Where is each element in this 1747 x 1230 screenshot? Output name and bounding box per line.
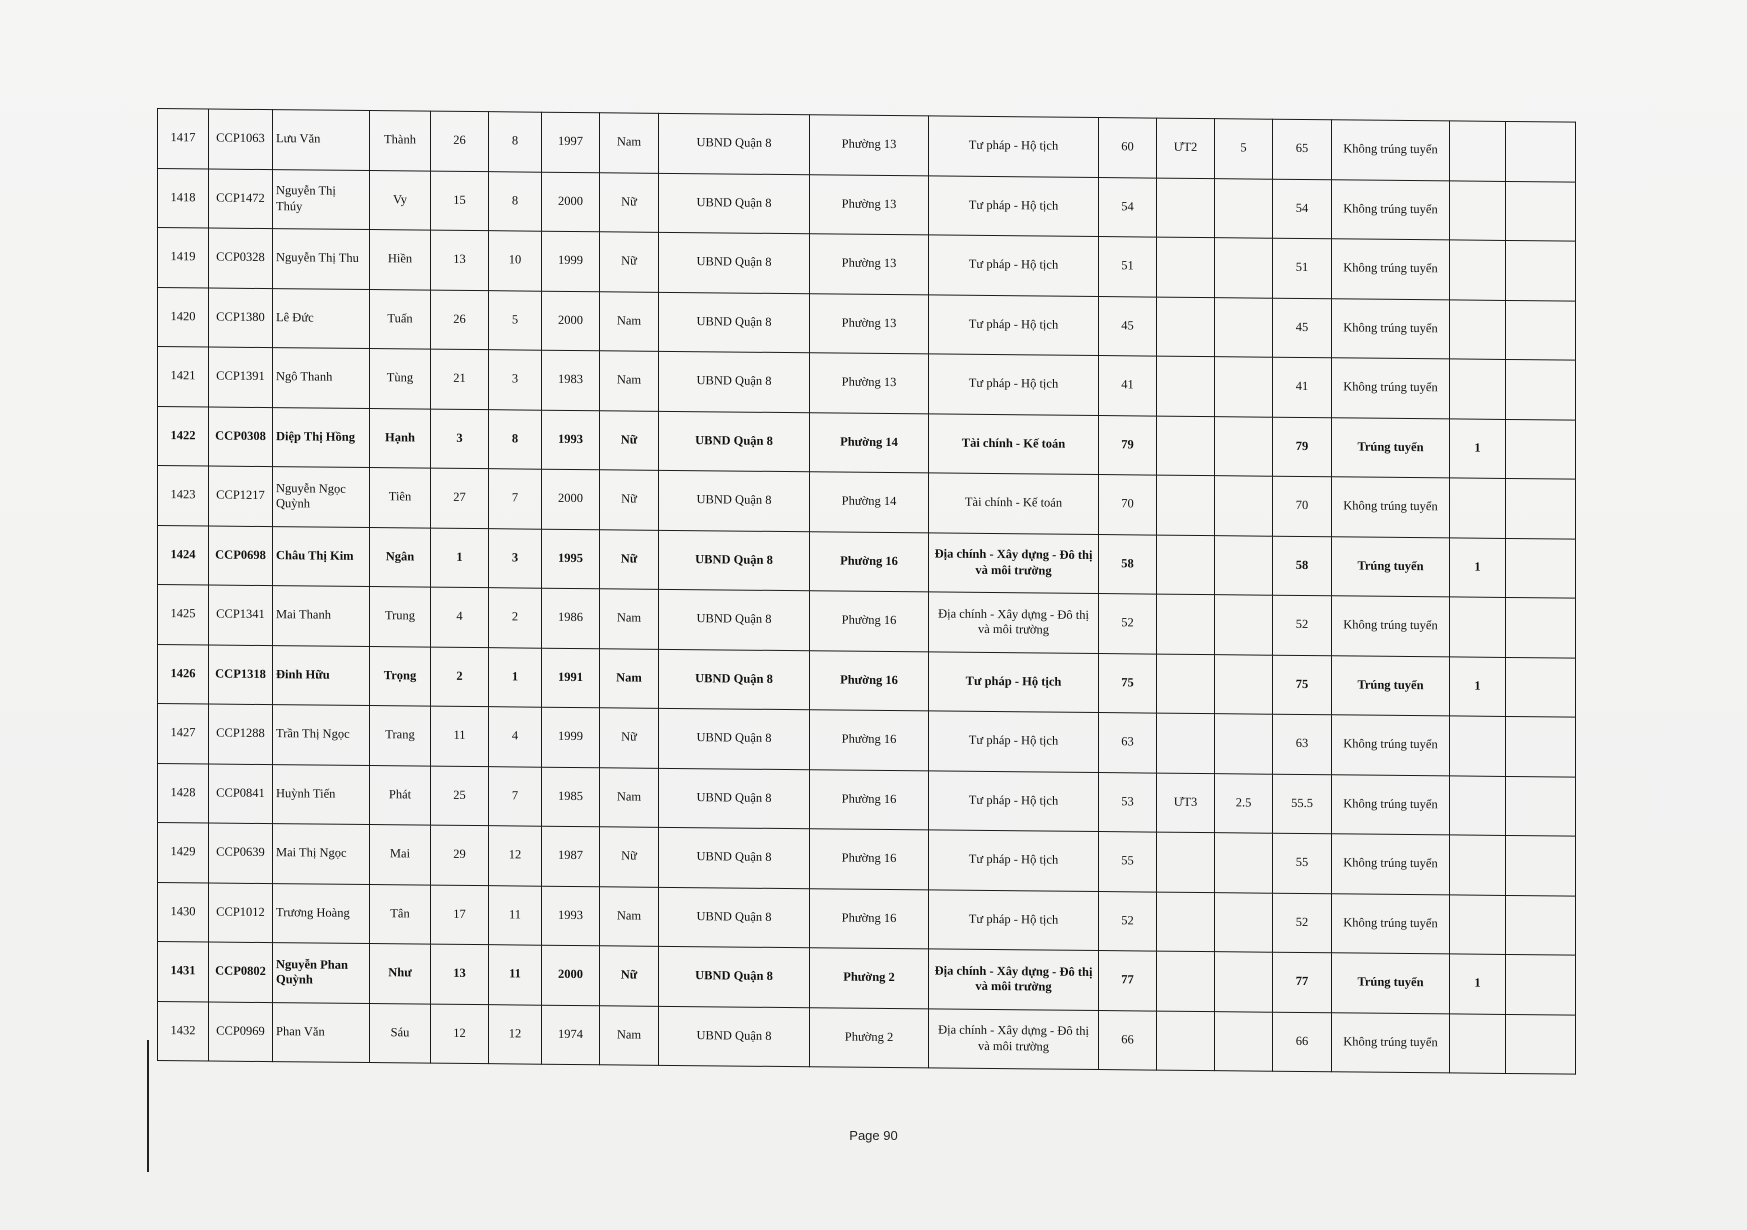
birth-day-cell: 1 <box>431 528 489 588</box>
agency-cell: UBND Quận 8 <box>659 232 810 293</box>
page-number: Page 90 <box>849 1128 898 1143</box>
given-name-cell: Ngân <box>370 527 431 587</box>
bonus-points-cell <box>1215 238 1273 298</box>
ward-cell: Phường 13 <box>810 353 929 414</box>
row-number-cell: 1420 <box>158 287 209 347</box>
gender-cell: Nam <box>600 351 659 411</box>
birth-day-cell: 21 <box>431 349 489 409</box>
surname-cell: Nguyễn Ngọc Quỳnh <box>273 467 370 527</box>
passed-count-cell: 1 <box>1450 537 1506 597</box>
total-score-cell: 54 <box>1273 179 1332 239</box>
birth-year-cell: 1993 <box>542 886 600 946</box>
blank-cell <box>1506 835 1576 895</box>
birth-day-cell: 2 <box>431 647 489 707</box>
passed-count-cell <box>1450 775 1506 835</box>
gender-cell: Nữ <box>600 827 659 887</box>
blank-cell <box>1506 954 1576 1014</box>
candidate-code-cell: CCP0308 <box>209 406 273 466</box>
row-number-cell: 1417 <box>158 109 209 169</box>
score-cell: 75 <box>1099 653 1157 713</box>
birth-month-cell: 11 <box>489 945 542 1005</box>
score-cell: 55 <box>1099 832 1157 892</box>
given-name-cell: Trọng <box>370 646 431 706</box>
passed-count-cell <box>1450 597 1506 657</box>
candidate-code-cell: CCP1391 <box>209 347 273 407</box>
priority-cell <box>1157 594 1215 654</box>
birth-year-cell: 1985 <box>542 767 600 827</box>
row-number-cell: 1432 <box>158 1001 209 1061</box>
gender-cell: Nữ <box>600 708 659 768</box>
given-name-cell: Trang <box>370 706 431 766</box>
result-cell: Không trúng tuyển <box>1332 1012 1450 1073</box>
birth-day-cell: 25 <box>431 766 489 826</box>
priority-cell <box>1157 178 1215 238</box>
given-name-cell: Tùng <box>370 349 431 409</box>
birth-day-cell: 12 <box>431 1004 489 1064</box>
birth-month-cell: 7 <box>489 766 542 826</box>
blank-cell <box>1506 776 1576 836</box>
row-number-cell: 1421 <box>158 347 209 407</box>
position-cell: Tài chính - Kế toán <box>929 473 1099 534</box>
gender-cell: Nam <box>600 767 659 827</box>
birth-day-cell: 26 <box>431 111 489 171</box>
candidate-code-cell: CCP0639 <box>209 823 273 883</box>
gender-cell: Nam <box>600 886 659 946</box>
surname-cell: Trương Hoàng <box>273 883 370 943</box>
position-cell: Địa chính - Xây dựng - Đô thị và môi trường <box>929 592 1099 653</box>
score-cell: 51 <box>1099 237 1157 297</box>
birth-day-cell: 4 <box>431 587 489 647</box>
priority-cell <box>1157 416 1215 476</box>
birth-month-cell: 12 <box>489 826 542 886</box>
candidate-code-cell: CCP1217 <box>209 466 273 526</box>
result-cell: Không trúng tuyển <box>1332 477 1450 538</box>
agency-cell: UBND Quận 8 <box>659 708 810 769</box>
result-cell: Không trúng tuyển <box>1332 596 1450 657</box>
birth-month-cell: 3 <box>489 350 542 410</box>
birth-year-cell: 1995 <box>542 529 600 589</box>
gender-cell: Nữ <box>600 470 659 530</box>
total-score-cell: 58 <box>1273 536 1332 596</box>
birth-month-cell: 12 <box>489 1004 542 1064</box>
candidate-code-cell: CCP0969 <box>209 1001 273 1061</box>
birth-month-cell: 4 <box>489 707 542 767</box>
given-name-cell: Hiền <box>370 230 431 290</box>
given-name-cell: Tuấn <box>370 289 431 349</box>
total-score-cell: 65 <box>1273 119 1332 179</box>
surname-cell: Nguyễn Phan Quỳnh <box>273 943 370 1003</box>
total-score-cell: 63 <box>1273 714 1332 774</box>
priority-cell <box>1157 475 1215 535</box>
blank-cell <box>1506 478 1576 538</box>
birth-year-cell: 1987 <box>542 826 600 886</box>
bonus-points-cell <box>1215 297 1273 357</box>
birth-day-cell: 29 <box>431 825 489 885</box>
priority-cell <box>1157 1011 1215 1071</box>
ward-cell: Phường 16 <box>810 531 929 592</box>
results-table <box>157 108 1576 1075</box>
birth-year-cell: 1997 <box>542 112 600 172</box>
row-number-cell: 1426 <box>158 644 209 704</box>
given-name-cell: Trung <box>370 587 431 647</box>
gender-cell: Nam <box>600 291 659 351</box>
blank-cell <box>1506 359 1576 419</box>
agency-cell: UBND Quận 8 <box>659 768 810 829</box>
birth-year-cell: 2000 <box>542 172 600 232</box>
given-name-cell: Hạnh <box>370 408 431 468</box>
score-cell: 63 <box>1099 713 1157 773</box>
bonus-points-cell <box>1215 654 1273 714</box>
priority-cell <box>1157 237 1215 297</box>
agency-cell: UBND Quận 8 <box>659 530 810 591</box>
score-cell: 70 <box>1099 475 1157 535</box>
ward-cell: Phường 16 <box>810 650 929 711</box>
bonus-points-cell <box>1215 952 1273 1012</box>
total-score-cell: 45 <box>1273 298 1332 358</box>
surname-cell: Đinh Hữu <box>273 645 370 705</box>
agency-cell: UBND Quận 8 <box>659 1006 810 1067</box>
total-score-cell: 52 <box>1273 893 1332 953</box>
given-name-cell: Thành <box>370 111 431 171</box>
total-score-cell: 52 <box>1273 595 1332 655</box>
given-name-cell: Phát <box>370 765 431 825</box>
agency-cell: UBND Quận 8 <box>659 470 810 531</box>
blank-cell <box>1506 538 1576 598</box>
candidate-code-cell: CCP0802 <box>209 942 273 1002</box>
candidate-code-cell: CCP1318 <box>209 644 273 704</box>
birth-year-cell: 1991 <box>542 648 600 708</box>
given-name-cell: Vy <box>370 170 431 230</box>
result-cell: Trúng tuyển <box>1332 655 1450 716</box>
birth-year-cell: 1993 <box>542 410 600 470</box>
ward-cell: Phường 14 <box>810 472 929 533</box>
score-cell: 79 <box>1099 415 1157 475</box>
row-number-cell: 1428 <box>158 763 209 823</box>
priority-cell <box>1157 535 1215 595</box>
bonus-points-cell: 5 <box>1215 119 1273 179</box>
birth-month-cell: 8 <box>489 112 542 172</box>
agency-cell: UBND Quận 8 <box>659 351 810 412</box>
blank-cell <box>1506 597 1576 657</box>
bonus-points-cell <box>1215 476 1273 536</box>
score-cell: 52 <box>1099 891 1157 951</box>
score-cell: 45 <box>1099 296 1157 356</box>
total-score-cell: 55.5 <box>1273 774 1332 834</box>
birth-day-cell: 3 <box>431 409 489 469</box>
birth-day-cell: 15 <box>431 171 489 231</box>
score-cell: 77 <box>1099 951 1157 1011</box>
result-cell: Không trúng tuyển <box>1332 298 1450 359</box>
score-cell: 66 <box>1099 1010 1157 1070</box>
ward-cell: Phường 13 <box>810 293 929 354</box>
birth-day-cell: 27 <box>431 468 489 528</box>
bonus-points-cell <box>1215 892 1273 952</box>
priority-cell <box>1157 297 1215 357</box>
passed-count-cell <box>1450 1013 1506 1073</box>
total-score-cell: 75 <box>1273 655 1332 715</box>
result-cell: Không trúng tuyển <box>1332 239 1450 300</box>
ward-cell: Phường 16 <box>810 710 929 771</box>
ward-cell: Phường 13 <box>810 234 929 295</box>
blank-cell <box>1506 300 1576 360</box>
birth-month-cell: 7 <box>489 469 542 529</box>
gender-cell: Nam <box>600 1005 659 1065</box>
birth-year-cell: 2000 <box>542 291 600 351</box>
birth-year-cell: 1974 <box>542 1005 600 1065</box>
ward-cell: Phường 2 <box>810 1007 929 1068</box>
position-cell: Địa chính - Xây dựng - Đô thị và môi trường <box>929 532 1099 593</box>
passed-count-cell <box>1450 478 1506 538</box>
score-cell: 60 <box>1099 118 1157 178</box>
birth-month-cell: 8 <box>489 409 542 469</box>
agency-cell: UBND Quận 8 <box>659 827 810 888</box>
birth-month-cell: 8 <box>489 171 542 231</box>
bonus-points-cell <box>1215 595 1273 655</box>
position-cell: Tư pháp - Hộ tịch <box>929 294 1099 355</box>
given-name-cell: Tân <box>370 884 431 944</box>
agency-cell: UBND Quận 8 <box>659 649 810 710</box>
result-cell: Không trúng tuyển <box>1332 120 1450 181</box>
row-number-cell: 1424 <box>158 525 209 585</box>
row-number-cell: 1431 <box>158 942 209 1002</box>
surname-cell: Trần Thị Ngọc <box>273 705 370 765</box>
blank-cell <box>1506 895 1576 955</box>
score-cell: 53 <box>1099 772 1157 832</box>
position-cell: Tư pháp - Hộ tịch <box>929 354 1099 415</box>
result-cell: Không trúng tuyển <box>1332 358 1450 419</box>
passed-count-cell <box>1450 180 1506 240</box>
bonus-points-cell <box>1215 535 1273 595</box>
bonus-points-cell <box>1215 178 1273 238</box>
result-cell: Trúng tuyển <box>1332 953 1450 1014</box>
position-cell: Tư pháp - Hộ tịch <box>929 116 1099 177</box>
gender-cell: Nam <box>600 589 659 649</box>
blank-cell <box>1506 240 1576 300</box>
birth-year-cell: 1999 <box>542 707 600 767</box>
result-cell: Không trúng tuyển <box>1332 715 1450 776</box>
passed-count-cell <box>1450 716 1506 776</box>
surname-cell: Phan Văn <box>273 1002 370 1062</box>
agency-cell: UBND Quận 8 <box>659 173 810 234</box>
position-cell: Tư pháp - Hộ tịch <box>929 711 1099 772</box>
gender-cell: Nam <box>600 648 659 708</box>
passed-count-cell <box>1450 240 1506 300</box>
ward-cell: Phường 16 <box>810 591 929 652</box>
result-cell: Trúng tuyển <box>1332 417 1450 478</box>
position-cell: Tư pháp - Hộ tịch <box>929 889 1099 950</box>
candidate-code-cell: CCP1063 <box>209 109 273 169</box>
surname-cell: Mai Thanh <box>273 586 370 646</box>
birth-year-cell: 2000 <box>542 945 600 1005</box>
gender-cell: Nữ <box>600 410 659 470</box>
birth-month-cell: 10 <box>489 231 542 291</box>
ward-cell: Phường 13 <box>810 174 929 235</box>
birth-day-cell: 17 <box>431 885 489 945</box>
birth-year-cell: 2000 <box>542 469 600 529</box>
candidate-code-cell: CCP0328 <box>209 228 273 288</box>
ward-cell: Phường 16 <box>810 769 929 830</box>
birth-day-cell: 26 <box>431 290 489 350</box>
row-number-cell: 1418 <box>158 168 209 228</box>
ward-cell: Phường 16 <box>810 829 929 890</box>
row-number-cell: 1429 <box>158 823 209 883</box>
surname-cell: Nguyễn Thị Thúy <box>273 169 370 229</box>
result-cell: Không trúng tuyển <box>1332 893 1450 954</box>
gender-cell: Nữ <box>600 172 659 232</box>
birth-month-cell: 3 <box>489 528 542 588</box>
blank-cell <box>1506 181 1576 241</box>
birth-day-cell: 11 <box>431 706 489 766</box>
surname-cell: Lê Đức <box>273 288 370 348</box>
bonus-points-cell <box>1215 833 1273 893</box>
total-score-cell: 51 <box>1273 238 1332 298</box>
total-score-cell: 55 <box>1273 833 1332 893</box>
ward-cell: Phường 16 <box>810 888 929 949</box>
position-cell: Tư pháp - Hộ tịch <box>929 175 1099 236</box>
birth-month-cell: 5 <box>489 290 542 350</box>
surname-cell: Ngô Thanh <box>273 348 370 408</box>
gender-cell: Nữ <box>600 529 659 589</box>
priority-cell: ƯT2 <box>1157 118 1215 178</box>
score-cell: 58 <box>1099 534 1157 594</box>
row-number-cell: 1427 <box>158 704 209 764</box>
priority-cell <box>1157 713 1215 773</box>
candidate-code-cell: CCP1012 <box>209 882 273 942</box>
score-cell: 54 <box>1099 177 1157 237</box>
priority-cell <box>1157 832 1215 892</box>
blank-cell <box>1506 1014 1576 1074</box>
birth-day-cell: 13 <box>431 230 489 290</box>
blank-cell <box>1506 419 1576 479</box>
bonus-points-cell <box>1215 357 1273 417</box>
given-name-cell: Mai <box>370 825 431 885</box>
priority-cell: ƯT3 <box>1157 773 1215 833</box>
position-cell: Địa chính - Xây dựng - Đô thị và môi trường <box>929 949 1099 1010</box>
result-cell: Không trúng tuyển <box>1332 774 1450 835</box>
priority-cell <box>1157 951 1215 1011</box>
surname-cell: Lưu Văn <box>273 110 370 170</box>
bonus-points-cell <box>1215 416 1273 476</box>
surname-cell: Huỳnh Tiến <box>273 764 370 824</box>
position-cell: Tư pháp - Hộ tịch <box>929 770 1099 831</box>
total-score-cell: 77 <box>1273 952 1332 1012</box>
birth-month-cell: 11 <box>489 885 542 945</box>
agency-cell: UBND Quận 8 <box>659 946 810 1007</box>
ward-cell: Phường 13 <box>810 115 929 176</box>
gender-cell: Nữ <box>600 232 659 292</box>
candidate-code-cell: CCP1472 <box>209 168 273 228</box>
candidate-code-cell: CCP1288 <box>209 704 273 764</box>
birth-month-cell: 2 <box>489 588 542 648</box>
passed-count-cell <box>1450 299 1506 359</box>
bonus-points-cell: 2.5 <box>1215 773 1273 833</box>
agency-cell: UBND Quận 8 <box>659 292 810 353</box>
gender-cell: Nữ <box>600 946 659 1006</box>
passed-count-cell: 1 <box>1450 418 1506 478</box>
agency-cell: UBND Quận 8 <box>659 589 810 650</box>
score-cell: 52 <box>1099 594 1157 654</box>
candidate-code-cell: CCP1380 <box>209 287 273 347</box>
surname-cell: Nguyễn Thị Thu <box>273 229 370 289</box>
birth-year-cell: 1983 <box>542 350 600 410</box>
score-cell: 41 <box>1099 356 1157 416</box>
surname-cell: Diệp Thị Hồng <box>273 407 370 467</box>
passed-count-cell <box>1450 894 1506 954</box>
row-number-cell: 1419 <box>158 228 209 288</box>
passed-count-cell <box>1450 359 1506 419</box>
priority-cell <box>1157 892 1215 952</box>
agency-cell: UBND Quận 8 <box>659 887 810 948</box>
position-cell: Địa chính - Xây dựng - Đô thị và môi trường <box>929 1008 1099 1069</box>
priority-cell <box>1157 356 1215 416</box>
agency-cell: UBND Quận 8 <box>659 411 810 472</box>
birth-year-cell: 1999 <box>542 231 600 291</box>
result-cell: Không trúng tuyển <box>1332 179 1450 240</box>
priority-cell <box>1157 654 1215 714</box>
candidate-code-cell: CCP1341 <box>209 585 273 645</box>
given-name-cell: Như <box>370 944 431 1004</box>
blank-cell <box>1506 716 1576 776</box>
position-cell: Tư pháp - Hộ tịch <box>929 830 1099 891</box>
result-cell: Trúng tuyển <box>1332 536 1450 597</box>
surname-cell: Châu Thị Kim <box>273 526 370 586</box>
row-number-cell: 1425 <box>158 585 209 645</box>
blank-cell <box>1506 657 1576 717</box>
table-body <box>158 109 1576 1075</box>
passed-count-cell: 1 <box>1450 656 1506 716</box>
bonus-points-cell <box>1215 1011 1273 1071</box>
position-cell: Tài chính - Kế toán <box>929 413 1099 474</box>
birth-month-cell: 1 <box>489 647 542 707</box>
candidate-code-cell: CCP0698 <box>209 525 273 585</box>
row-number-cell: 1430 <box>158 882 209 942</box>
passed-count-cell <box>1450 121 1506 181</box>
position-cell: Tư pháp - Hộ tịch <box>929 651 1099 712</box>
gender-cell: Nam <box>600 113 659 173</box>
given-name-cell: Tiên <box>370 468 431 528</box>
ward-cell: Phường 2 <box>810 948 929 1009</box>
passed-count-cell <box>1450 835 1506 895</box>
passed-count-cell: 1 <box>1450 954 1506 1014</box>
birth-day-cell: 13 <box>431 944 489 1004</box>
given-name-cell: Sáu <box>370 1003 431 1063</box>
scan-margin-line <box>147 1040 149 1172</box>
candidate-code-cell: CCP0841 <box>209 763 273 823</box>
total-score-cell: 70 <box>1273 476 1332 536</box>
position-cell: Tư pháp - Hộ tịch <box>929 235 1099 296</box>
bonus-points-cell <box>1215 714 1273 774</box>
total-score-cell: 41 <box>1273 357 1332 417</box>
birth-year-cell: 1986 <box>542 588 600 648</box>
blank-cell <box>1506 121 1576 181</box>
total-score-cell: 66 <box>1273 1012 1332 1072</box>
total-score-cell: 79 <box>1273 417 1332 477</box>
row-number-cell: 1423 <box>158 466 209 526</box>
result-cell: Không trúng tuyển <box>1332 834 1450 895</box>
surname-cell: Mai Thị Ngọc <box>273 824 370 884</box>
agency-cell: UBND Quận 8 <box>659 113 810 174</box>
row-number-cell: 1422 <box>158 406 209 466</box>
ward-cell: Phường 14 <box>810 412 929 473</box>
